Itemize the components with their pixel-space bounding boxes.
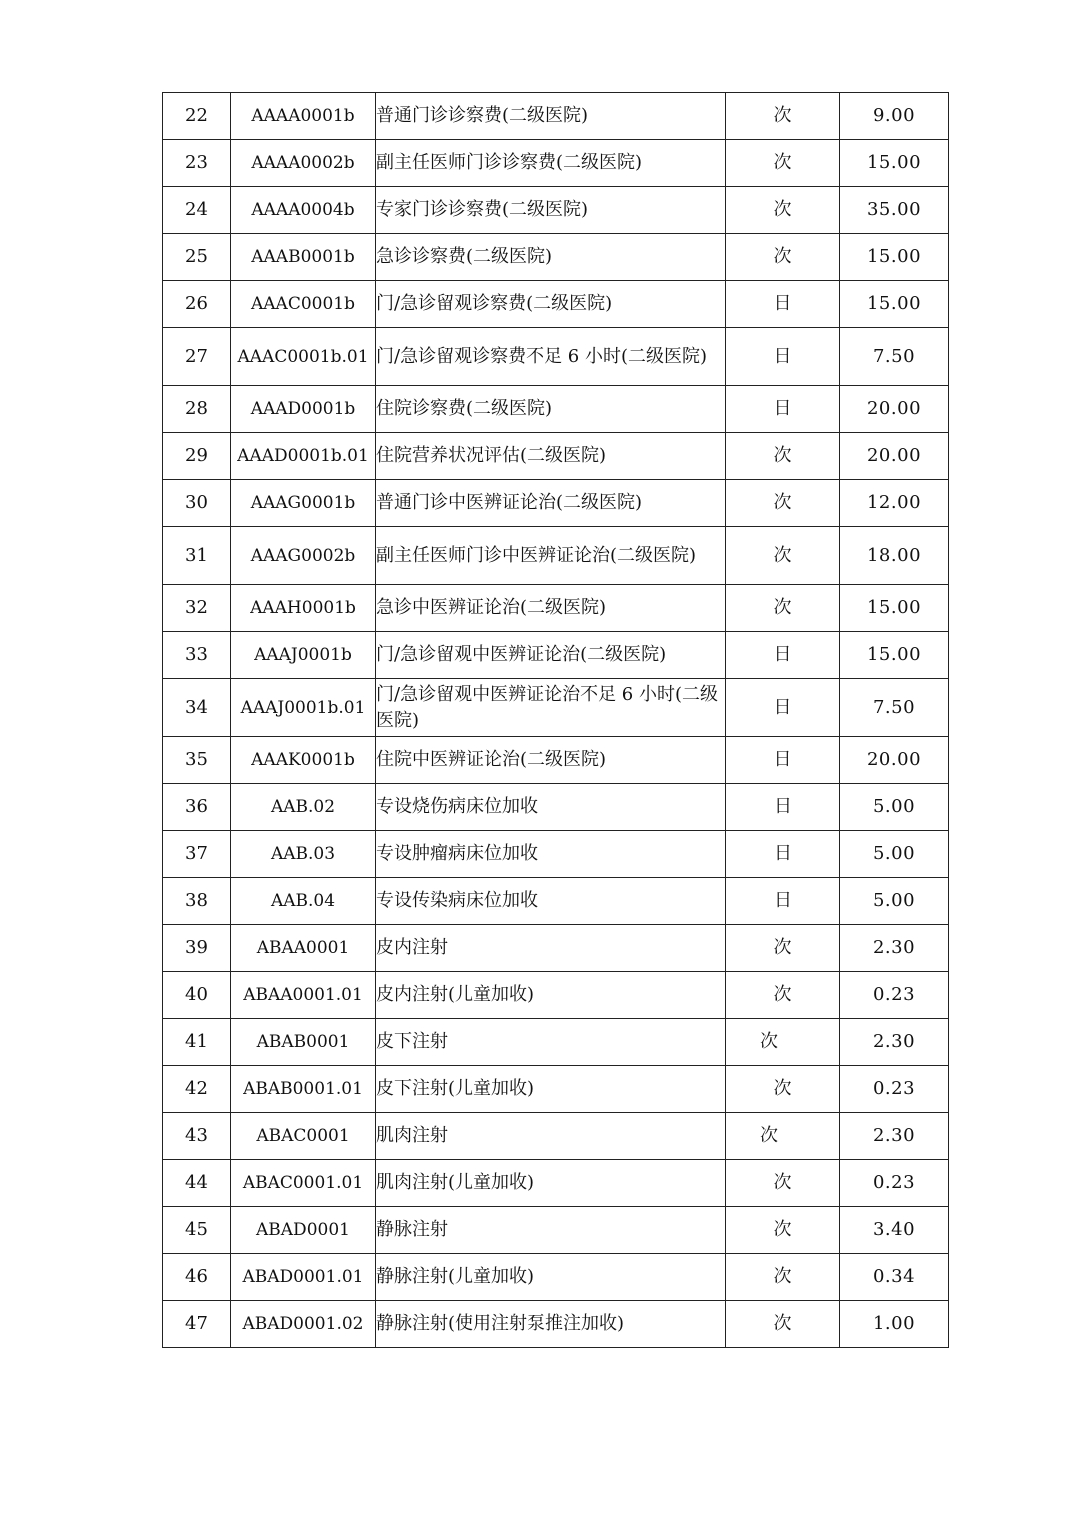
row-number: 43 <box>163 1113 231 1160</box>
item-name <box>376 585 726 632</box>
item-name-text: 普通门诊中医辨证论治(二级医院) <box>376 492 643 513</box>
item-name <box>376 140 726 187</box>
price-cell: 5.00 <box>840 831 949 878</box>
row-number: 33 <box>163 632 231 679</box>
item-code: ABAD0001.01 <box>231 1254 376 1301</box>
item-name <box>376 1254 726 1301</box>
item-code: AAB.04 <box>231 878 376 925</box>
price-cell: 1.00 <box>840 1301 949 1348</box>
table-row <box>163 925 949 972</box>
item-name <box>376 925 726 972</box>
table-row <box>163 831 949 878</box>
unit-cell: 日 <box>726 281 840 328</box>
item-code: AAAH0001b <box>231 585 376 632</box>
item-name-text: 专家门诊诊察费(二级医院) <box>376 199 589 220</box>
item-name-text: 皮下注射(儿童加收) <box>376 1078 535 1099</box>
table-row <box>163 433 949 480</box>
row-number: 31 <box>163 527 231 585</box>
price-cell: 20.00 <box>840 737 949 784</box>
price-cell: 15.00 <box>840 234 949 281</box>
table-row <box>163 1207 949 1254</box>
table-row <box>163 878 949 925</box>
item-name-text: 住院营养状况评估(二级医院) <box>376 445 607 466</box>
item-code: ABAD0001 <box>231 1207 376 1254</box>
price-cell: 7.50 <box>840 679 949 737</box>
row-number: 45 <box>163 1207 231 1254</box>
item-code: AAAK0001b <box>231 737 376 784</box>
item-code: AAAG0002b <box>231 527 376 585</box>
row-number: 30 <box>163 480 231 527</box>
item-name-text: 急诊中医辨证论治(二级医院) <box>376 597 607 618</box>
item-name <box>376 632 726 679</box>
row-number: 24 <box>163 187 231 234</box>
table-row <box>163 585 949 632</box>
item-name-text: 急诊诊察费(二级医院) <box>376 246 553 267</box>
row-number: 38 <box>163 878 231 925</box>
table-row <box>163 328 949 386</box>
unit-cell: 日 <box>726 784 840 831</box>
row-number: 34 <box>163 679 231 737</box>
item-code: AAAC0001b <box>231 281 376 328</box>
item-name-text: 副主任医师门诊中医辨证论治(二级医院) <box>376 544 697 566</box>
unit-cell: 次 <box>726 480 840 527</box>
price-cell: 35.00 <box>840 187 949 234</box>
row-number: 23 <box>163 140 231 187</box>
item-name-text: 皮内注射(儿童加收) <box>376 984 535 1005</box>
row-number: 29 <box>163 433 231 480</box>
item-code: AAAJ0001b <box>231 632 376 679</box>
row-number: 36 <box>163 784 231 831</box>
unit-cell: 日 <box>726 831 840 878</box>
price-cell: 15.00 <box>840 632 949 679</box>
item-name <box>376 1301 726 1348</box>
unit-cell: 日 <box>726 386 840 433</box>
item-name-text: 住院诊察费(二级医院) <box>376 398 553 419</box>
price-cell: 5.00 <box>840 784 949 831</box>
row-number: 32 <box>163 585 231 632</box>
row-number: 39 <box>163 925 231 972</box>
item-code: AAAC0001b.01 <box>231 328 376 386</box>
item-name <box>376 972 726 1019</box>
item-code: AAAA0004b <box>231 187 376 234</box>
item-name-text: 普通门诊诊察费(二级医院) <box>376 105 589 126</box>
unit-cell: 次 <box>726 1254 840 1301</box>
row-number: 41 <box>163 1019 231 1066</box>
price-cell: 3.40 <box>840 1207 949 1254</box>
item-code: AAAD0001b.01 <box>231 433 376 480</box>
item-name <box>376 737 726 784</box>
unit-cell: 次 <box>726 1301 840 1348</box>
table-row <box>163 93 949 140</box>
unit-cell: 日 <box>726 632 840 679</box>
item-name <box>376 93 726 140</box>
fee-table-body <box>163 93 949 1348</box>
table-row <box>163 632 949 679</box>
item-name-text: 门/急诊留观中医辨证论治(二级医院) <box>376 644 667 665</box>
item-name-text: 门/急诊留观中医辨证论治不足 6 小时(二级医院) <box>376 683 718 731</box>
item-name <box>376 281 726 328</box>
price-cell: 15.00 <box>840 140 949 187</box>
unit-cell: 次 <box>726 1160 840 1207</box>
item-name-text: 肌肉注射 <box>376 1125 448 1146</box>
item-code: ABAD0001.02 <box>231 1301 376 1348</box>
item-name <box>376 480 726 527</box>
item-name <box>376 1113 726 1160</box>
table-row <box>163 187 949 234</box>
item-code: AAB.02 <box>231 784 376 831</box>
item-name <box>376 433 726 480</box>
item-name <box>376 1019 726 1066</box>
table-row <box>163 1019 949 1066</box>
row-number: 46 <box>163 1254 231 1301</box>
item-name-text: 专设传染病床位加收 <box>376 890 538 911</box>
table-row <box>163 281 949 328</box>
price-cell: 15.00 <box>840 585 949 632</box>
item-name-text: 皮下注射 <box>376 1031 448 1052</box>
item-name <box>376 878 726 925</box>
price-cell: 9.00 <box>840 93 949 140</box>
price-cell: 0.23 <box>840 1160 949 1207</box>
table-row <box>163 972 949 1019</box>
row-number: 44 <box>163 1160 231 1207</box>
row-number: 26 <box>163 281 231 328</box>
unit-cell: 次 <box>726 93 840 140</box>
item-name-text: 门/急诊留观诊察费(二级医院) <box>376 293 613 314</box>
unit-cell: 次 <box>726 1113 840 1160</box>
table-row <box>163 737 949 784</box>
item-name <box>376 1207 726 1254</box>
row-number: 35 <box>163 737 231 784</box>
item-name-text: 皮内注射 <box>376 937 448 958</box>
item-name <box>376 679 726 737</box>
table-row <box>163 1254 949 1301</box>
table-row <box>163 140 949 187</box>
item-code: AAAA0001b <box>231 93 376 140</box>
table-row <box>163 1113 949 1160</box>
item-code: ABAC0001 <box>231 1113 376 1160</box>
row-number: 47 <box>163 1301 231 1348</box>
price-cell: 0.23 <box>840 972 949 1019</box>
price-cell: 0.34 <box>840 1254 949 1301</box>
unit-cell: 次 <box>726 1019 840 1066</box>
price-cell: 0.23 <box>840 1066 949 1113</box>
price-cell: 2.30 <box>840 1019 949 1066</box>
item-code: ABAC0001.01 <box>231 1160 376 1207</box>
row-number: 22 <box>163 93 231 140</box>
item-code: ABAA0001 <box>231 925 376 972</box>
item-name-text: 静脉注射(儿童加收) <box>376 1266 535 1287</box>
price-cell: 20.00 <box>840 386 949 433</box>
item-name <box>376 527 726 585</box>
item-code: AAAA0002b <box>231 140 376 187</box>
price-cell: 2.30 <box>840 1113 949 1160</box>
table-row <box>163 679 949 737</box>
unit-cell: 次 <box>726 925 840 972</box>
item-name <box>376 1160 726 1207</box>
table-row <box>163 480 949 527</box>
price-cell: 15.00 <box>840 281 949 328</box>
item-code: AAB.03 <box>231 831 376 878</box>
item-code: ABAB0001 <box>231 1019 376 1066</box>
unit-cell: 日 <box>726 328 840 386</box>
price-cell: 5.00 <box>840 878 949 925</box>
row-number: 37 <box>163 831 231 878</box>
item-name-text: 专设烧伤病床位加收 <box>376 796 538 817</box>
table-row <box>163 784 949 831</box>
unit-cell: 次 <box>726 140 840 187</box>
price-cell: 2.30 <box>840 925 949 972</box>
unit-cell: 次 <box>726 972 840 1019</box>
item-code: ABAA0001.01 <box>231 972 376 1019</box>
item-code: AAAB0001b <box>231 234 376 281</box>
item-name <box>376 234 726 281</box>
item-code: AAAG0001b <box>231 480 376 527</box>
table-row <box>163 1160 949 1207</box>
row-number: 42 <box>163 1066 231 1113</box>
item-name-text: 门/急诊留观诊察费不足 6 小时(二级医院) <box>376 345 708 367</box>
medical-fee-table <box>162 92 949 1348</box>
unit-cell: 次 <box>726 585 840 632</box>
item-code: ABAB0001.01 <box>231 1066 376 1113</box>
item-name-text: 专设肿瘤病床位加收 <box>376 843 538 864</box>
unit-cell: 日 <box>726 878 840 925</box>
item-name-text: 副主任医师门诊诊察费(二级医院) <box>376 152 643 173</box>
table-row <box>163 234 949 281</box>
unit-cell: 日 <box>726 679 840 737</box>
row-number: 25 <box>163 234 231 281</box>
unit-cell: 日 <box>726 737 840 784</box>
item-name <box>376 328 726 386</box>
row-number: 28 <box>163 386 231 433</box>
price-cell: 20.00 <box>840 433 949 480</box>
table-row <box>163 386 949 433</box>
unit-cell: 次 <box>726 187 840 234</box>
item-code: AAAJ0001b.01 <box>231 679 376 737</box>
item-name-text: 静脉注射(使用注射泵推注加收) <box>376 1313 625 1334</box>
price-cell: 7.50 <box>840 328 949 386</box>
unit-cell: 次 <box>726 527 840 585</box>
item-name-text: 肌肉注射(儿童加收) <box>376 1172 535 1193</box>
item-name <box>376 187 726 234</box>
row-number: 40 <box>163 972 231 1019</box>
item-name-text: 静脉注射 <box>376 1219 448 1240</box>
unit-cell: 次 <box>726 234 840 281</box>
table-row <box>163 1066 949 1113</box>
item-code: AAAD0001b <box>231 386 376 433</box>
item-name <box>376 784 726 831</box>
item-name-text: 住院中医辨证论治(二级医院) <box>376 749 607 770</box>
price-cell: 18.00 <box>840 527 949 585</box>
unit-cell: 次 <box>726 1066 840 1113</box>
item-name <box>376 831 726 878</box>
unit-cell: 次 <box>726 433 840 480</box>
table-row <box>163 1301 949 1348</box>
item-name <box>376 1066 726 1113</box>
price-cell: 12.00 <box>840 480 949 527</box>
row-number: 27 <box>163 328 231 386</box>
unit-cell: 次 <box>726 1207 840 1254</box>
table-row <box>163 527 949 585</box>
item-name <box>376 386 726 433</box>
